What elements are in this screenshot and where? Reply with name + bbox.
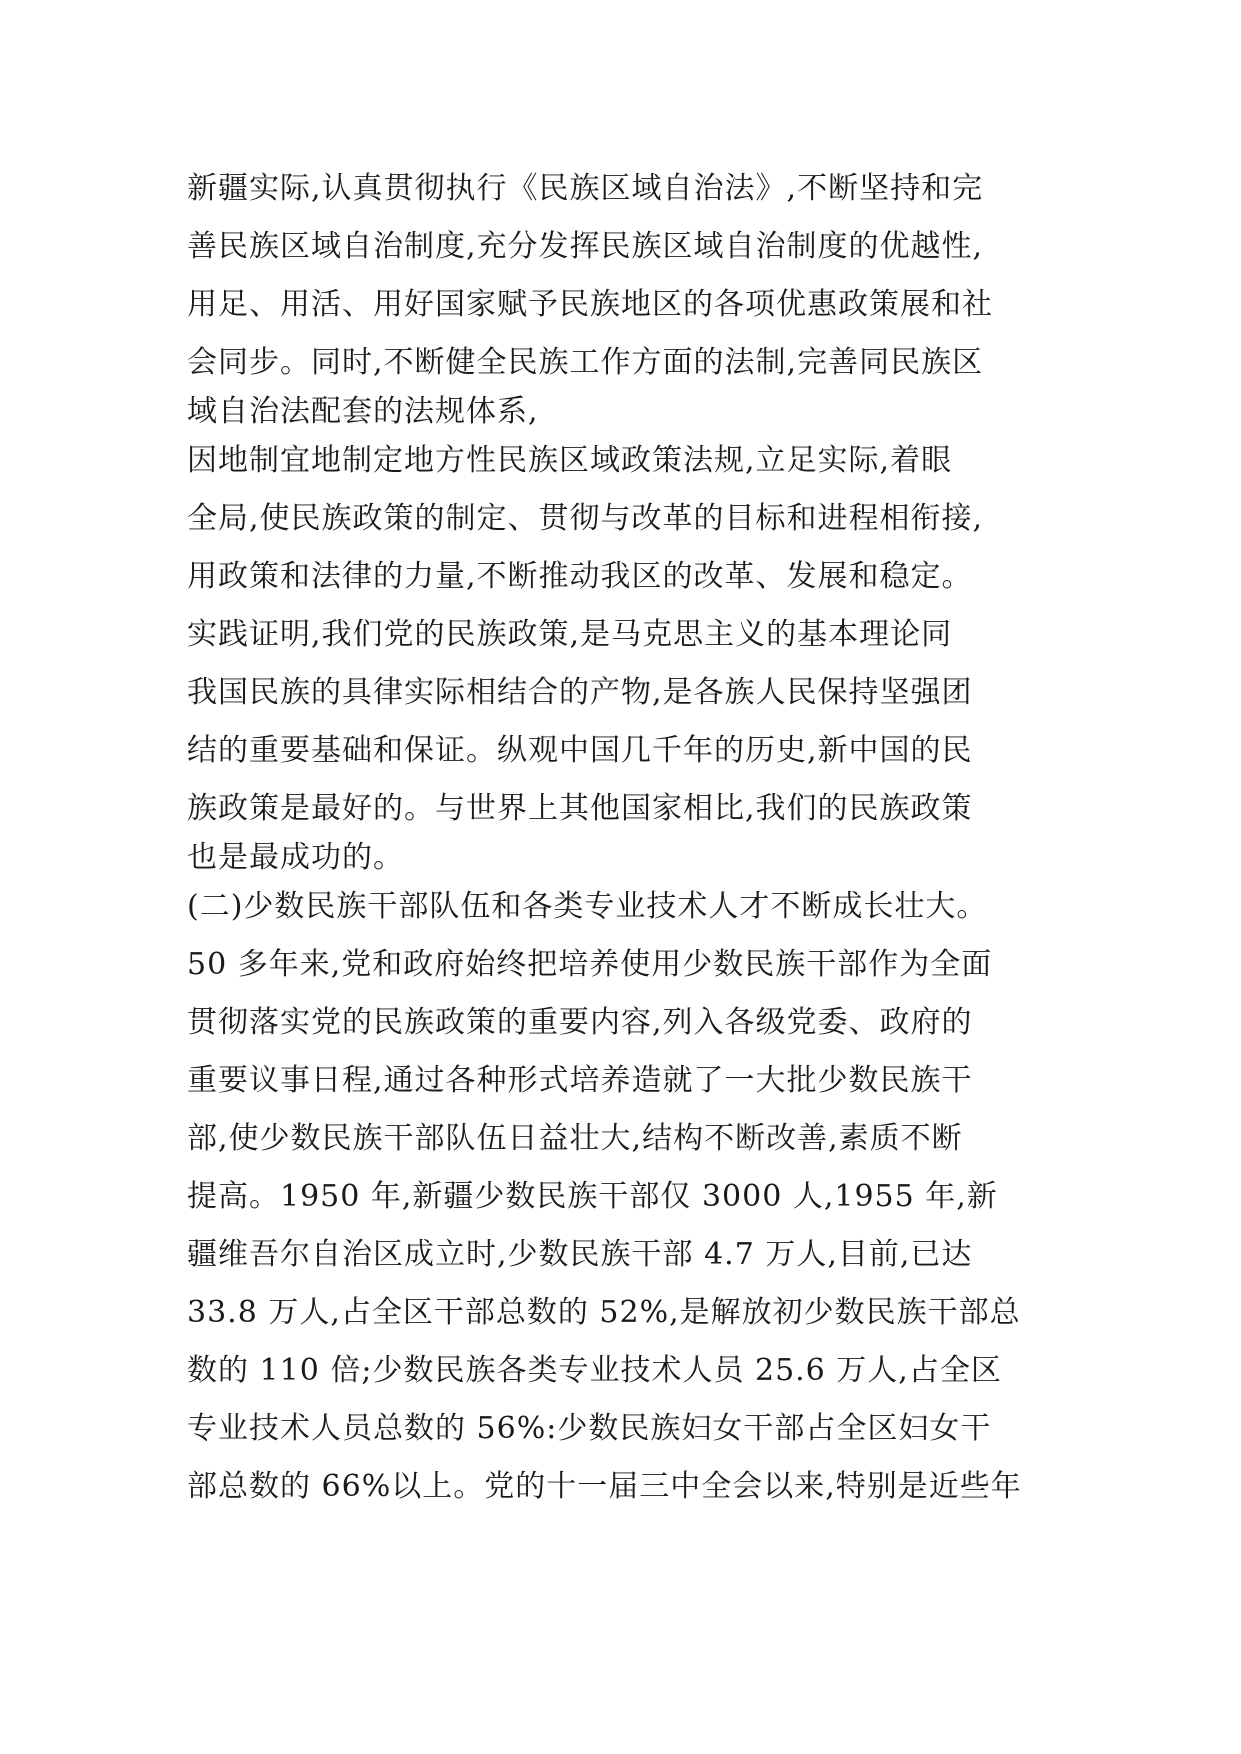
text-line: 33.8 万人,占全区干部总数的 52%,是解放初少数民族干部总	[187, 1295, 1021, 1330]
text-line: 实践证明,我们党的民族政策,是马克思主义的基本理论同	[187, 617, 953, 652]
text-line: (二)少数民族干部队伍和各类专业技术人才不断成长壮大。	[187, 889, 988, 924]
text-line: 部总数的 66%以上。党的十一届三中全会以来,特别是近些年	[187, 1469, 1022, 1504]
text-line: 用政策和法律的力量,不断推动我区的改革、发展和稳定。	[187, 559, 973, 594]
text-line: 50 多年来,党和政府始终把培养使用少数民族干部作为全面	[187, 947, 993, 982]
text-line: 善民族区域自治制度,充分发挥民族区域自治制度的优越性,	[187, 229, 984, 264]
text-line: 提高。1950 年,新疆少数民族干部仅 3000 人,1955 年,新	[187, 1179, 998, 1214]
text-line: 数的 110 倍;少数民族各类专业技术人员 25.6 万人,占全区	[187, 1353, 1002, 1388]
text-line: 专业技术人员总数的 56%:少数民族妇女干部占全区妇女干	[187, 1411, 992, 1446]
text-line: 结的重要基础和保证。纵观中国几千年的历史,新中国的民	[187, 733, 973, 768]
text-line: 部,使少数民族干部队伍日益壮大,结构不断改善,素质不断	[187, 1121, 963, 1156]
text-line: 会同步。同时,不断健全民族工作方面的法制,完善同民族区	[187, 345, 984, 380]
text-line: 贯彻落实党的民族政策的重要内容,列入各级党委、政府的	[187, 1005, 973, 1040]
text-line: 域自治法配套的法规体系,	[187, 394, 539, 429]
text-line: 我国民族的具律实际相结合的产物,是各族人民保持坚强团	[187, 675, 973, 710]
text-line: 新疆实际,认真贯彻执行《民族区域自治法》,不断坚持和完	[187, 171, 984, 206]
text-line: 用足、用活、用好国家赋予民族地区的各项优惠政策展和社	[187, 287, 993, 322]
text-line: 疆维吾尔自治区成立时,少数民族干部 4.7 万人,目前,已达	[187, 1237, 973, 1272]
text-line: 也是最成功的。	[187, 840, 404, 875]
text-line: 全局,使民族政策的制定、贯彻与改革的目标和进程相衔接,	[187, 501, 984, 536]
text-line: 族政策是最好的。与世界上其他国家相比,我们的民族政策	[187, 791, 973, 826]
body-text	[187, 160, 1087, 1516]
text-line: 因地制宜地制定地方性民族区域政策法规,立足实际,着眼	[187, 443, 953, 478]
text-line: 重要议事日程,通过各种形式培养造就了一大批少数民族干	[187, 1063, 973, 1098]
